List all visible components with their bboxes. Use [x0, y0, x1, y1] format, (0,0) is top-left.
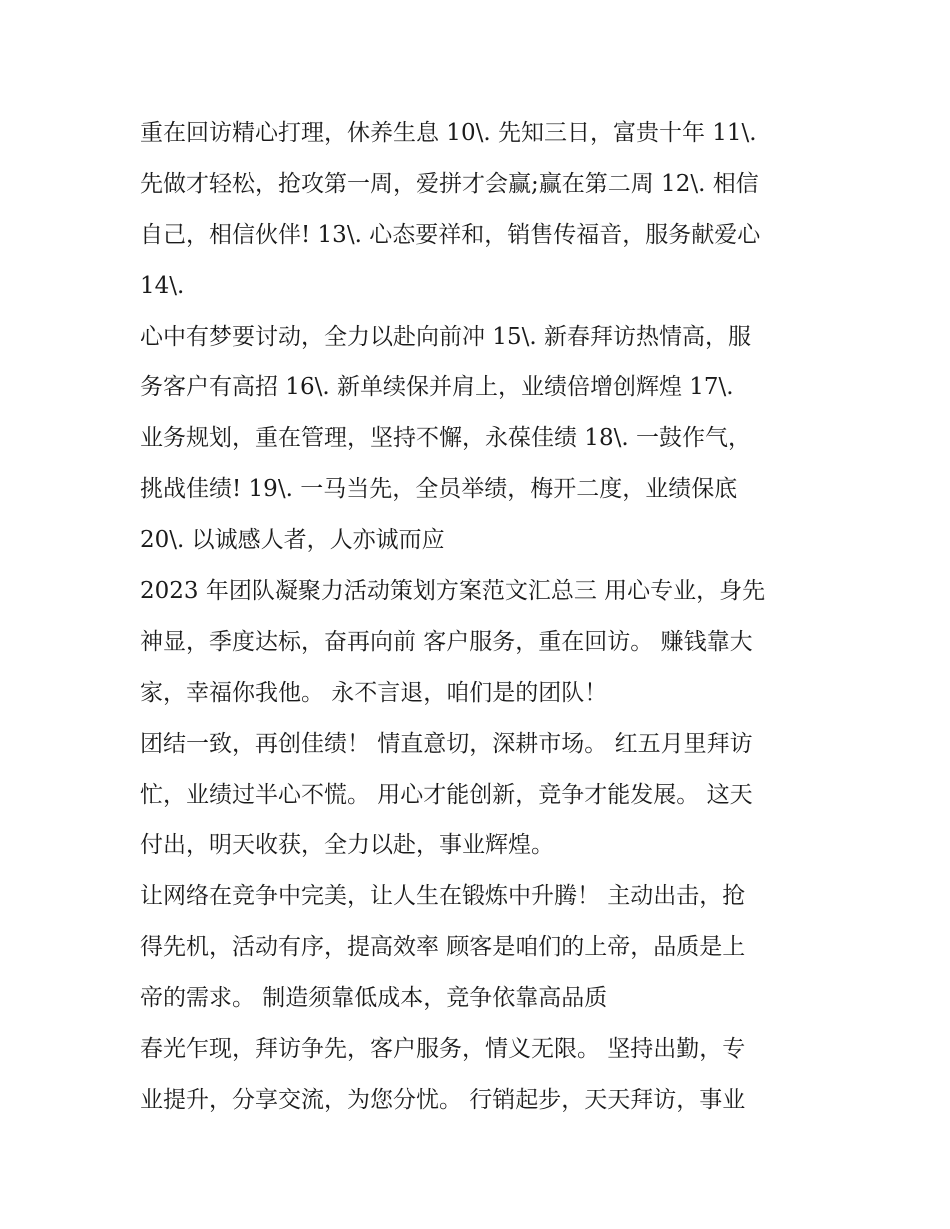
text-line: 团结一致，再创佳绩！ 情直意切，深耕市场。 红五月里拜访	[140, 730, 753, 757]
text-line: 业务规划，重在管理，坚持不懈，永葆佳绩 18\. 一鼓作气，	[140, 425, 751, 452]
text-line: 得先机，活动有序，提高效率 顾客是咱们的上帝，品质是上	[140, 934, 746, 961]
text-line: 家，幸福你我他。 永不言退，咱们是的团队！	[140, 679, 608, 706]
text-line: 2023 年团队凝聚力活动策划方案范文汇总三 用心专业，身先	[140, 578, 766, 605]
text-line: 帝的需求。 制造须靠低成本，竞争依靠高品质	[140, 985, 608, 1012]
text-line: 务客户有高招 16\. 新单续保并肩上，业绩倍增创辉煌 17\.	[140, 374, 734, 401]
text-line: 春光乍现，拜访争先，客户服务，情义无限。 坚持出勤，专	[140, 1036, 746, 1063]
text-line: 业提升，分享交流，为您分忧。 行销起步，天天拜访，事业	[140, 1086, 746, 1113]
text-line: 挑战佳绩! 19\. 一马当先，全员举绩，梅开二度，业绩保底	[140, 476, 738, 503]
text-line: 心中有梦要讨动，全力以赴向前冲 15\. 新春拜访热情高，服	[140, 323, 751, 350]
body-text	[140, 108, 810, 1126]
text-line: 自己，相信伙伴! 13\. 心态要祥和，销售传福音，服务献爱心	[140, 221, 761, 248]
text-line: 神显，季度达标，奋再向前 客户服务，重在回访。 赚钱靠大	[140, 628, 753, 655]
text-line: 重在回访精心打理，休养生息 10\. 先知三日，富贵十年 11\.	[140, 120, 757, 146]
text-line: 忙，业绩过半心不慌。 用心才能创新，竞争才能发展。 这天	[140, 781, 753, 808]
text-line: 付出，明天收获，全力以赴，事业辉煌。	[140, 832, 554, 859]
text-line: 先做才轻松，抢攻第一周，爱拼才会赢;赢在第二周 12\. 相信	[140, 170, 759, 197]
text-line: 20\. 以诚感人者，人亦诚而应	[140, 527, 445, 554]
text-line: 14\.	[140, 272, 185, 299]
text-line: 让网络在竞争中完美，让人生在锻炼中升腾！ 主动出击，抢	[140, 883, 746, 910]
